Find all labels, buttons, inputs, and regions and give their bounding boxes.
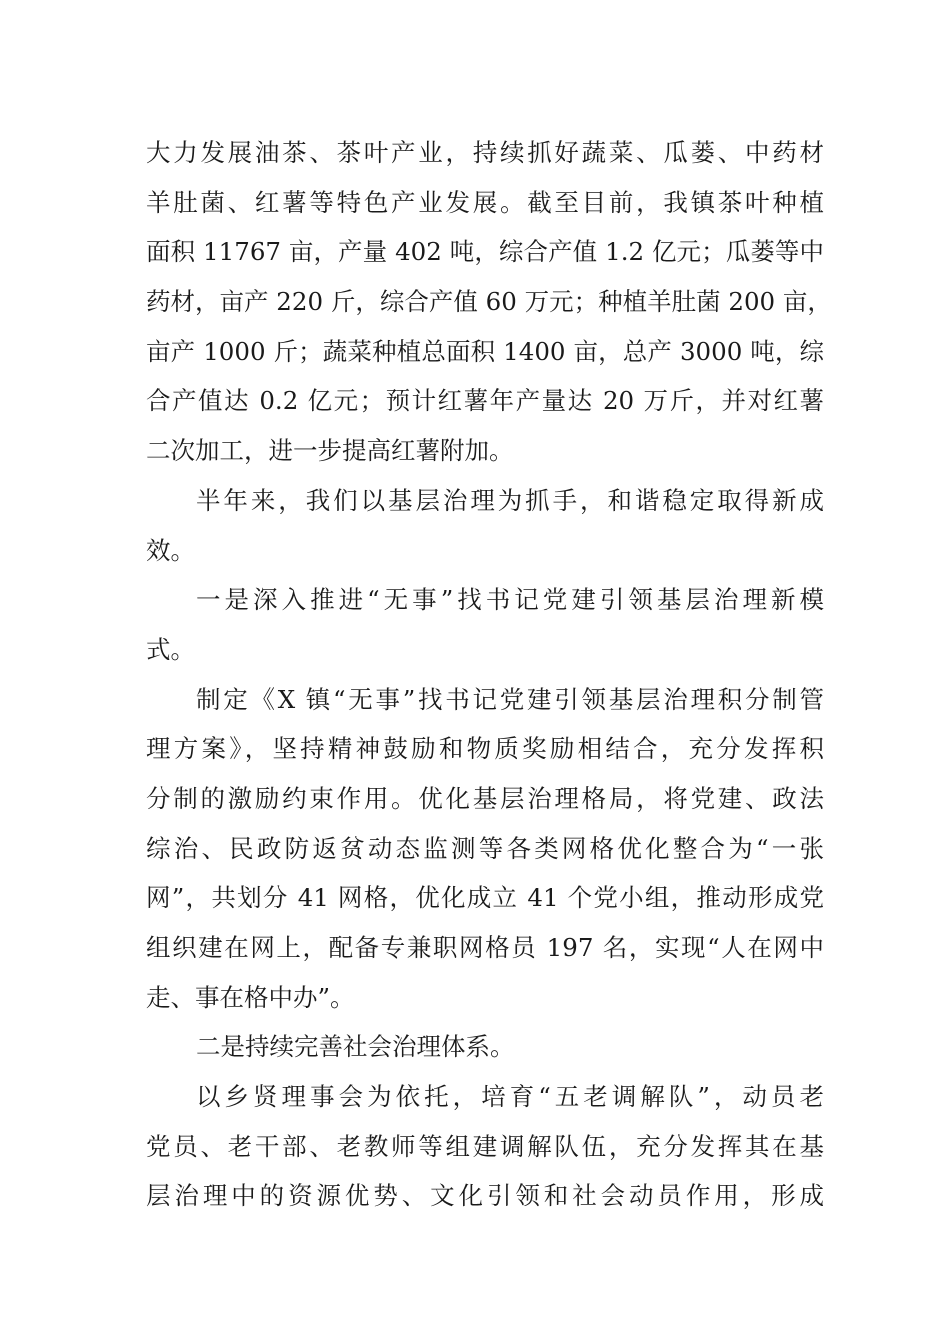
text-line: 半年来，我们以基层治理为抓手，和谐稳定取得新成 (196, 485, 824, 515)
text-line: 综治、民政防返贫动态监测等各类网格优化整合为“一张 (146, 833, 824, 863)
paragraph-mediation (146, 1072, 824, 1221)
text-line: 党员、老干部、老教师等组建调解队伍，充分发挥其在基 (146, 1131, 824, 1161)
text-line: 以乡贤理事会为依托，培育“五老调解队”，动员老 (196, 1082, 824, 1112)
text-line: 大力发展油茶、茶叶产业，持续抓好蔬菜、瓜蒌、中药材 (146, 138, 824, 167)
text-line: 分制的激励约束作用。优化基层治理格局，将党建、政法 (146, 783, 824, 813)
text-line: 效。 (146, 535, 195, 565)
text-line: 层治理中的资源优势、文化引领和社会动员作用，形成 (146, 1181, 824, 1211)
text-line: 药材，亩产 220 斤，综合产值 60 万元；种植羊肚菌 200 亩， (146, 287, 832, 317)
section-heading-one (146, 575, 824, 674)
text-line: 网”，共划分 41 网格，优化成立 41 个党小组，推动形成党 (146, 883, 824, 913)
text-line: 二是持续完善社会治理体系。 (196, 1032, 515, 1062)
text-line: 二次加工，进一步提高红薯附加。 (146, 436, 514, 466)
paragraph-points-system (146, 675, 824, 1023)
paragraph-industry (146, 128, 832, 476)
text-line: 走、事在格中办”。 (146, 982, 355, 1012)
paragraph-governance-intro (146, 476, 824, 575)
document-body (146, 128, 832, 1221)
text-line: 制定《X 镇“无事”找书记党建引领基层治理积分制管 (196, 684, 824, 714)
text-line: 面积 11767 亩，产量 402 吨，综合产值 1.2 亿元；瓜蒌等中 (146, 237, 824, 267)
text-line: 一是深入推进“无事”找书记党建引领基层治理新模 (196, 585, 824, 615)
text-line: 合产值达 0.2 亿元；预计红薯年产量达 20 万斤，并对红薯 (146, 386, 824, 416)
section-heading-two (146, 1022, 824, 1072)
text-line: 式。 (146, 634, 195, 664)
text-line: 羊肚菌、红薯等特色产业发展。截至目前，我镇茶叶种植 (146, 187, 824, 217)
text-line: 组织建在网上，配备专兼职网格员 197 名，实现“人在网中 (146, 933, 824, 962)
text-line: 亩产 1000 斤；蔬菜种植总面积 1400 亩，总产 3000 吨，综 (146, 336, 824, 366)
text-line: 理方案》，坚持精神鼓励和物质奖励相结合，充分发挥积 (146, 734, 824, 764)
